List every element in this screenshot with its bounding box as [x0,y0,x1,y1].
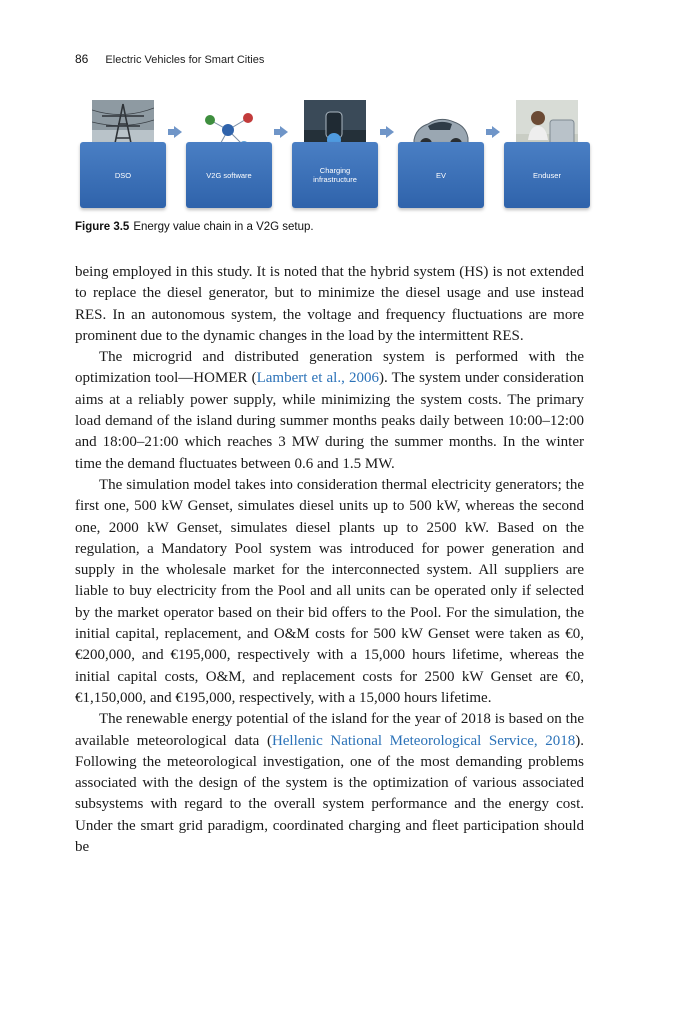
chevron-right-icon [386,126,394,138]
stage-dso [80,100,166,210]
book-title: Electric Vehicles for Smart Cities [105,54,265,66]
stage-box [504,142,590,208]
stage-box [80,142,166,208]
v2g-value-chain-figure [80,100,580,210]
figure-label: Figure 3.5 [75,221,130,233]
chevron-right-icon [174,126,182,138]
paragraph-4 [75,709,584,858]
citation-link-hnms[interactable]: Hellenic National Meteorological Service, 2018 [271,732,576,749]
stage-box [292,142,378,208]
paragraph-2-text-a: The microgrid and distributed generation system is performed with the optimization tool—HOMER ( [75,349,584,387]
paragraph-2 [75,347,584,475]
paragraph-2-text-b: ). The system under consideration aims at a reliably power supply, while minimizing the system costs. The primary load demand of the island during summer months peaks daily between 10:00–12:00 and 18:00–21:00 which reaches 3 MW during the summer months. In the winter time the demand fluctuates between 0.6 and 1.5 MW. [75,370,584,472]
stage-ev [398,100,484,210]
chevron-right-icon [492,126,500,138]
stage-label: Charging infrastructure [313,166,357,184]
stage-charging-infrastructure [292,100,378,210]
paragraph-3: The simulation model takes into consideration thermal electricity generators; the first one, 500 kW Genset, simulates diesel units up to 500 kW, whereas the second one, 2000 kW Genset, simulates diesel plants up to 2500 kW. Based on the regulation, a Mandatory Pool system was introduced for power generation and supply in the wholesale market for the interconnected system. All suppliers are liable to buy electricity from the Pool and all units can be operated only if selected by the market operator based on their bid offers to the Pool. For the simulation, the initial capital, replacement, and O&M costs for 500 kW Genset were taken as €0, €200,000, and €195,000, respectively with a 15,000 hours lifetime, whereas the initial capital costs, O&M, and replacement costs for 2500 kW Genset are €0, €1,150,000, and €195,000, respectively, with a 15,000 hours lifetime. [75,476,584,706]
page-number: 86 [75,52,89,66]
stage-label: EV [435,170,446,180]
figure-caption [75,221,314,233]
stage-enduser [504,100,590,210]
stage-box [398,142,484,208]
chevron-right-icon [280,126,288,138]
paragraph-4-text-a: The renewable energy potential of the island for the year of 2018 is based on the available meteorological data ( [75,711,584,749]
stage-label: Enduser [533,170,561,180]
stage-label: V2G software [206,170,252,180]
paragraph-4-text-b: ). Following the meteorological investigation, one of the most demanding problems associated with the design of the system is the optimization of various associated subsystems with regard to the overall system performance and the energy cost. Under the smart grid paradigm, coordinated charging and fleet participation should be [75,732,584,856]
figure-caption-text: Energy value chain in a V2G setup. [133,221,314,233]
stage-label: DSO [114,170,132,180]
stage-box [186,142,272,208]
body-text [75,262,584,858]
citation-link-lambert[interactable]: Lambert et al., 2006 [256,370,379,387]
paragraph-1: being employed in this study. It is noted that the hybrid system (HS) is not extended to replace the diesel generator, but to minimize the diesel usage and use instead RES. In an autonomous system, the voltage and frequency fluctuations are more prominent due to the dynamic changes in the load by the intermittent RES. [75,264,584,344]
running-head [75,52,264,66]
stage-v2g-software [186,100,272,210]
